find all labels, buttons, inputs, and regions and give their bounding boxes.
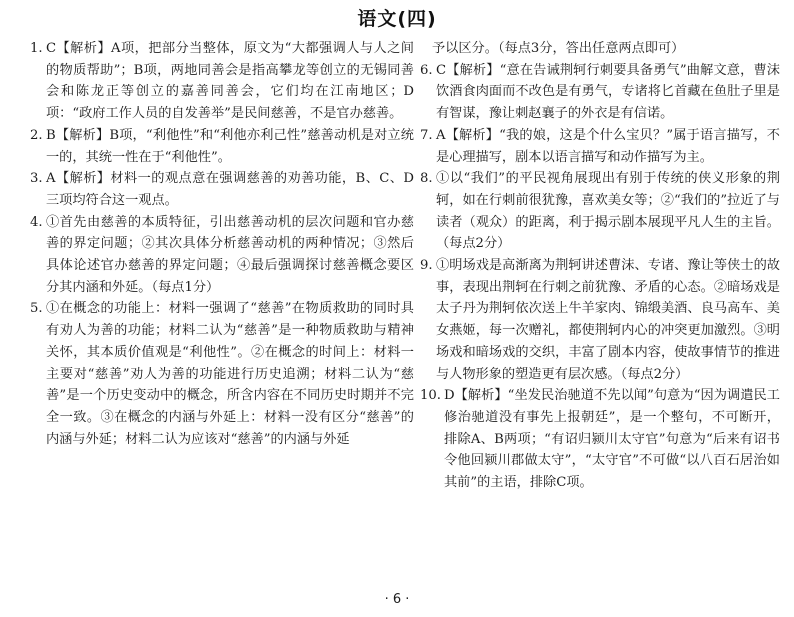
item-text: ①明场戏是高渐离为荆轲讲述曹沫、专诸、豫让等侠士的故事，表现出荆轲在行刺之前犹豫、矛盾的心态。②暗场戏是太子丹为荆轲依次送上牛羊家肉、锦缎美酒、良马高车、美女燕姬，每一次赠礼，都使荆轲内心的冲突更加激烈。③明场戏和暗场戏的交织，丰富了剧本内容，使故事情节的推进与人物形象的塑造更有层次感。（每点2分） — [436, 258, 780, 382]
answer-item-5 — [30, 298, 414, 450]
item-text: B【解析】B项，“利他性”和“利他亦利己性”慈善动机是对立统一的，其统一性在于“利他性”。 — [46, 127, 414, 165]
item-text: 予以区分。（每点3分，答出任意两点即可） — [432, 41, 685, 56]
item-number: 9. — [420, 258, 433, 274]
answer-item-3 — [30, 168, 414, 211]
item-text: C【解析】A项，把部分当整体，原文为“大都强调人与人之间的物质帮助”；B项，两地同善会是指高攀龙等创立的无锡同善会和陈龙正等创立的嘉善同善会，它们均在江南地区；D项：“政府工作人员的自发善举”是民间慈善，不是官办慈善。 — [46, 41, 414, 122]
item-number: 2. — [30, 127, 43, 143]
item-number: 5. — [30, 301, 43, 317]
answer-item-4 — [30, 212, 414, 299]
item-number: 1. — [30, 41, 43, 56]
item-number: 8. — [420, 171, 433, 187]
answer-item-9 — [420, 255, 780, 385]
item-text: D【解析】“坐发民治驰道不先以闻”句意为“因为调遣民工修治驰道没有事先上报朝廷”，是一个整句，不可断开，排除A、B两项；“有诏归颍川太守官”句意为“后来有诏书令他回颍川郡做太守”，“太守官”不可做“以八百石居治如其前”的主语，排除C项。 — [444, 388, 780, 491]
item-number: 7. — [420, 127, 433, 143]
right-column — [420, 38, 780, 494]
answer-item-5-continued — [420, 38, 780, 60]
item-text: ①以“我们”的平民视角展现出有别于传统的侠义形象的荆轲，如在行刺前很犹豫，喜欢美女等；②“我们的”拉近了与读者（观众）的距离，利于揭示剧本展现平凡人生的主旨。（每点2分） — [436, 171, 780, 252]
answer-item-10 — [420, 385, 780, 494]
item-text: ①在概念的功能上：材料一强调了“慈善”在物质救助的同时具有劝人为善的功能；材料二认为“慈善”是一种物质救助与精神关怀，其本质价值观是“利他性”。②在概念的时间上：材料一主要对“慈善”劝人为善的功能进行历史追溯；材料二认为“慈善”是一个历史变动中的概念，所含内容在不同历史时期并不完全一致。③在概念的内涵与外延上：材料一没有区分“慈善”的内涵与外延；材料二认为应该对“慈善”的内涵与外延 — [46, 301, 414, 447]
answer-item-7 — [420, 125, 780, 168]
item-text: A【解析】材料一的观点意在强调慈善的劝善功能，B、C、D三项均符合这一观点。 — [46, 171, 414, 208]
item-number: 10. — [420, 388, 441, 404]
item-number: 4. — [30, 214, 43, 230]
answer-item-6 — [420, 60, 780, 125]
answer-item-2 — [30, 125, 414, 168]
item-number: 6. — [420, 62, 433, 78]
item-text: A【解析】“我的娘，这是个什么宝贝？”属于语言描写，不是心理描写，剧本以语言描写和动作描写为主。 — [436, 127, 780, 165]
left-column — [30, 38, 414, 450]
item-text: ①首先由慈善的本质特征，引出慈善动机的层次问题和官办慈善的界定问题；②其次具体分析慈善动机的两种情况；③然后具体论述官办慈善的界定问题；④最后强调探讨慈善概念要区分其内涵和外延。（每点1分） — [46, 214, 414, 295]
page-number: · 6 · — [384, 592, 410, 607]
answer-item-1 — [30, 38, 414, 125]
item-text: C【解析】“意在告诫荆轲行刺要具备勇气”曲解文意，曹沫饮酒食肉面而不改色是有勇气，专诸将匕首藏在鱼肚子里是有智谋，豫让刺赵襄子的外衣是有信诺。 — [436, 62, 780, 122]
answer-item-8 — [420, 168, 780, 255]
page-title: 语文(四) — [357, 8, 437, 30]
item-number: 3. — [30, 171, 43, 187]
